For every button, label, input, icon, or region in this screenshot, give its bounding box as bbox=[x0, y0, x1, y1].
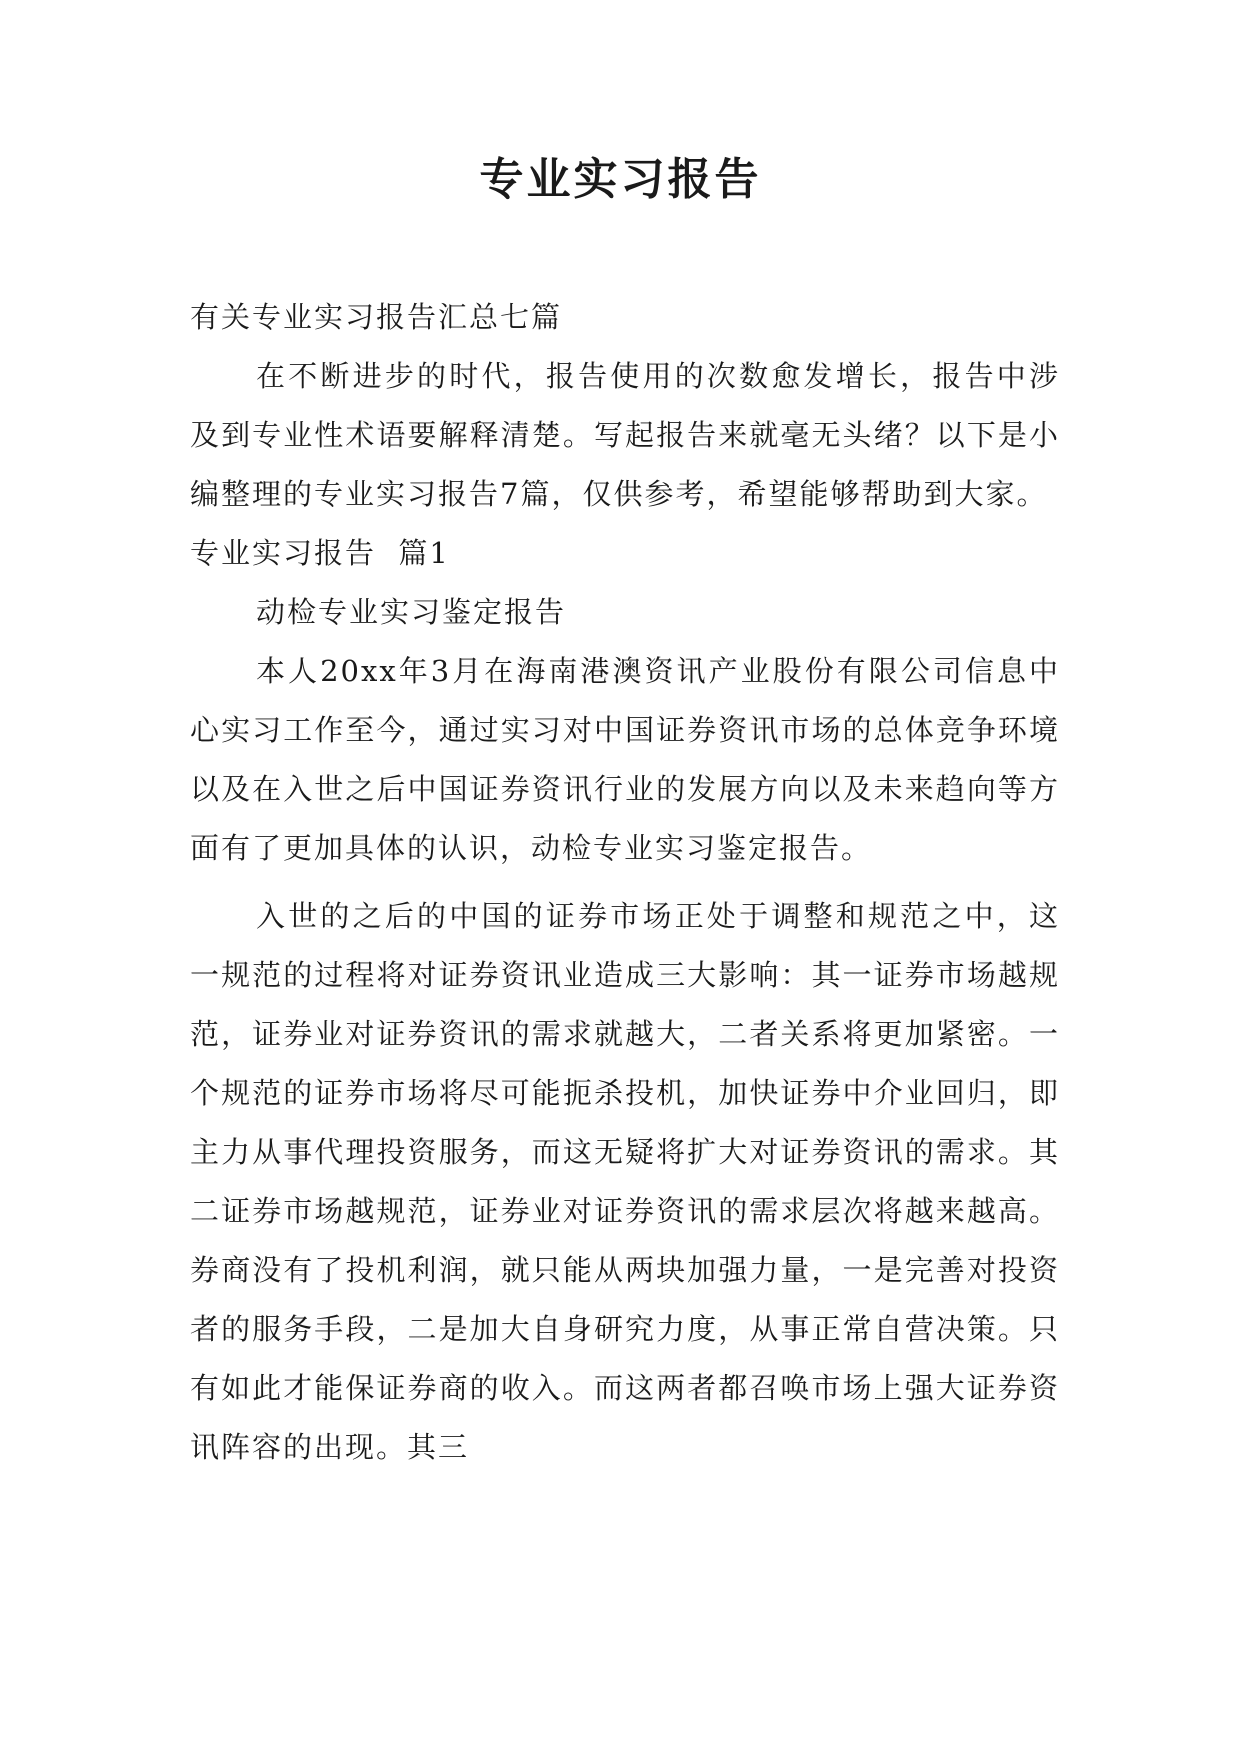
body-paragraph-2: 入世的之后的中国的证券市场正处于调整和规范之中，这一规范的过程将对证券资讯业造成三大影响：其一证券市场越规范，证券业对证券资讯的需求就越大，二者关系将更加紧密。一个规范的证券市场将尽可能扼杀投机，加快证券中介业回归，即主力从事代理投资服务，而这无疑将扩大对证券资讯的需求。其二证券市场越规范，证券业对证券资讯的需求层次将越来越高。券商没有了投机利润，就只能从两块加强力量，一是完善对投资者的服务手段，二是加大自身研究力度，从事正常自营决策。只有如此才能保证券商的收入。而这两者都召唤市场上强大证券资讯阵容的出现。其三 bbox=[190, 899, 1060, 1464]
document-title: 专业实习报告 bbox=[479, 154, 762, 205]
section-subheading: 动检专业实习鉴定报告 bbox=[256, 595, 567, 629]
document-subtitle: 有关专业实习报告汇总七篇 bbox=[190, 300, 563, 334]
body-paragraph-1: 本人20xx年3月在海南港澳资讯产业股份有限公司信息中心实习工作至今，通过实习对中国证券资讯市场的总体竞争环境以及在入世之后中国证券资讯行业的发展方向以及未来趋向等方面有了更加具体的认识，动检专业实习鉴定报告。 bbox=[190, 654, 1060, 865]
section-heading: 专业实习报告 篇1 bbox=[190, 536, 450, 570]
intro-paragraph: 在不断进步的时代，报告使用的次数愈发增长，报告中涉及到专业性术语要解释清楚。写起报告来就毫无头绪？以下是小编整理的专业实习报告7篇，仅供参考，希望能够帮助到大家。 bbox=[190, 359, 1060, 511]
document-body bbox=[190, 288, 1060, 1477]
